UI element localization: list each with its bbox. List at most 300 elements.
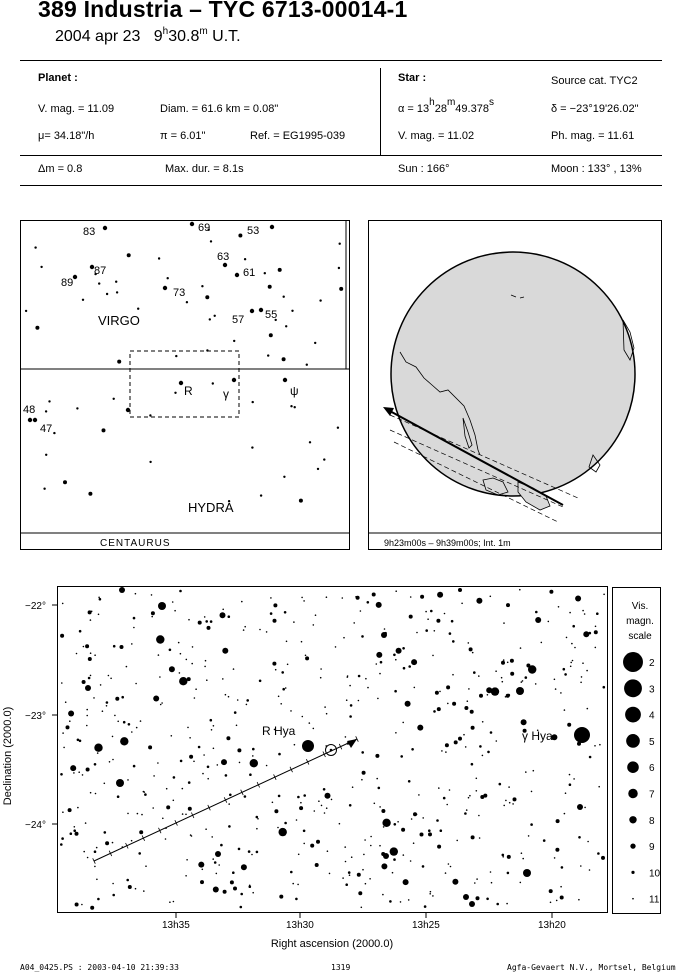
field-star xyxy=(131,840,133,842)
field-star xyxy=(389,900,392,903)
field-star xyxy=(569,774,571,776)
field-star xyxy=(148,745,152,749)
mag-label-8: 8 xyxy=(649,815,655,827)
field-star xyxy=(279,895,283,899)
field-star xyxy=(305,655,307,657)
star-vmag: V. mag. = 11.02 xyxy=(398,130,475,142)
field-star xyxy=(478,815,480,817)
field-star xyxy=(531,791,533,793)
star-label-r: R xyxy=(184,384,193,398)
field-star xyxy=(240,906,243,909)
field-star xyxy=(589,756,592,759)
field-star xyxy=(461,603,463,605)
field-star xyxy=(90,619,92,621)
field-star xyxy=(120,737,128,745)
field-star xyxy=(284,822,287,825)
field-star xyxy=(363,854,365,856)
field-star xyxy=(394,823,397,826)
field-star xyxy=(395,732,397,734)
field-star xyxy=(105,841,109,845)
field-star xyxy=(135,593,137,595)
planet-parallax: π = 6.01" xyxy=(160,130,206,142)
field-star xyxy=(326,713,328,715)
constellation-star xyxy=(106,293,108,295)
field-star xyxy=(232,871,235,874)
field-star xyxy=(207,766,210,769)
field-star xyxy=(487,694,489,696)
field-star xyxy=(222,648,228,654)
field-star xyxy=(270,612,273,615)
field-star xyxy=(200,880,204,884)
field-star xyxy=(471,763,474,766)
constellation-star xyxy=(149,414,151,416)
field-star xyxy=(390,847,398,855)
field-star xyxy=(367,601,370,604)
field-star xyxy=(106,705,108,707)
constellation-star xyxy=(232,378,236,382)
field-star xyxy=(210,719,213,722)
field-star xyxy=(468,688,470,690)
field-star xyxy=(98,597,100,599)
constellation-star xyxy=(268,285,272,289)
constellation-star xyxy=(270,225,274,229)
field-star xyxy=(502,856,504,858)
field-star xyxy=(476,878,478,880)
field-star xyxy=(255,816,258,819)
field-star xyxy=(239,762,241,764)
field-star xyxy=(126,879,129,882)
field-star xyxy=(79,630,82,633)
field-star xyxy=(78,771,80,773)
field-star xyxy=(278,696,280,698)
field-star xyxy=(214,861,217,864)
field-star xyxy=(508,786,510,788)
field-star xyxy=(83,851,85,853)
field-star xyxy=(165,838,167,840)
field-star xyxy=(156,635,164,643)
constellation-star xyxy=(210,240,212,242)
field-star xyxy=(83,646,85,648)
field-star xyxy=(417,725,423,731)
field-star xyxy=(206,679,208,681)
field-star xyxy=(376,602,382,608)
field-star xyxy=(320,677,322,679)
field-star xyxy=(90,906,94,910)
field-star xyxy=(153,696,159,702)
field-star xyxy=(270,597,272,599)
constellation-star xyxy=(285,325,287,327)
constellation-star xyxy=(175,355,177,357)
field-star xyxy=(411,659,417,665)
constellation-star xyxy=(264,272,266,274)
field-star xyxy=(73,772,75,774)
field-star xyxy=(535,611,538,614)
field-star xyxy=(469,795,471,797)
field-star xyxy=(420,833,424,837)
field-star xyxy=(127,779,129,781)
field-star xyxy=(61,837,64,840)
field-star xyxy=(395,590,397,592)
ra-hours: α = 13 xyxy=(398,103,430,115)
field-star xyxy=(120,645,124,649)
field-star xyxy=(445,751,447,753)
field-star xyxy=(381,809,385,813)
constellation-star xyxy=(34,246,36,248)
star-label-87: 87 xyxy=(94,265,107,277)
field-star xyxy=(272,802,274,804)
field-star xyxy=(435,691,439,695)
constellation-star xyxy=(309,441,311,443)
field-star xyxy=(112,842,114,844)
field-star xyxy=(353,622,355,624)
field-star xyxy=(470,710,474,714)
constellation-star xyxy=(63,480,67,484)
field-star xyxy=(86,768,90,772)
field-star xyxy=(445,743,449,747)
star-label-61: 61 xyxy=(243,267,256,279)
field-star xyxy=(432,895,434,897)
field-star xyxy=(397,821,399,823)
mag-dot-10 xyxy=(631,871,634,874)
field-star xyxy=(379,845,381,847)
field-star xyxy=(185,814,187,816)
field-star xyxy=(112,759,114,761)
field-star xyxy=(525,771,527,773)
constellation-star xyxy=(283,296,285,298)
field-star xyxy=(358,675,361,678)
sun-elongation: Sun : 166° xyxy=(398,163,450,175)
field-star xyxy=(321,805,323,807)
star-phmag: Ph. mag. = 11.61 xyxy=(551,130,635,142)
constellation-star xyxy=(278,268,282,272)
constellation-map xyxy=(20,220,350,550)
field-star xyxy=(202,773,204,775)
field-star xyxy=(86,709,88,711)
field-star xyxy=(411,748,414,751)
field-star xyxy=(567,723,571,727)
field-star xyxy=(530,823,533,826)
field-star xyxy=(595,647,597,649)
field-star xyxy=(533,770,535,772)
field-star xyxy=(395,659,397,661)
field-star xyxy=(185,875,187,877)
field-star xyxy=(361,907,363,909)
field-star xyxy=(450,866,452,868)
field-star xyxy=(192,646,194,648)
field-star xyxy=(205,828,207,830)
field-star xyxy=(186,859,188,861)
field-star xyxy=(131,643,133,645)
field-star xyxy=(409,615,413,619)
field-star xyxy=(202,869,204,871)
field-star xyxy=(94,866,96,868)
constellation-star xyxy=(282,357,286,361)
field-star xyxy=(205,620,208,623)
field-star xyxy=(358,891,362,895)
field-star xyxy=(521,681,523,683)
mag-scale-title-1: Vis. xyxy=(631,601,649,612)
field-star xyxy=(491,882,493,884)
mag-dot-5 xyxy=(626,734,640,748)
star-label-55: 55 xyxy=(265,309,278,321)
mag-scale-title-2: magn. xyxy=(626,616,654,627)
field-star xyxy=(236,725,238,727)
field-star xyxy=(136,727,138,729)
mag-dot-3 xyxy=(624,679,642,697)
field-star xyxy=(507,872,510,875)
field-star xyxy=(365,883,367,885)
field-star xyxy=(501,677,503,679)
field-star xyxy=(158,654,160,656)
constellation-star xyxy=(269,333,273,337)
field-star xyxy=(436,819,439,822)
field-star xyxy=(560,692,562,694)
field-star xyxy=(433,710,436,713)
constellation-star xyxy=(179,381,183,385)
constellation-star xyxy=(158,257,160,259)
field-star xyxy=(509,802,511,804)
field-star xyxy=(135,683,137,685)
ra-h-unit: h xyxy=(429,97,435,108)
field-star xyxy=(437,592,443,598)
field-star xyxy=(174,610,176,612)
field-star xyxy=(106,701,109,704)
field-star xyxy=(75,903,79,907)
field-star xyxy=(133,765,136,768)
mag-dot-9 xyxy=(630,843,635,848)
info-top-rule xyxy=(20,60,662,61)
field-star xyxy=(596,612,599,615)
field-star xyxy=(535,683,537,685)
field-star xyxy=(439,691,441,693)
field-star xyxy=(315,614,317,616)
field-star xyxy=(506,694,510,698)
field-star xyxy=(376,663,378,665)
field-star xyxy=(428,832,432,836)
ra-m-unit: m xyxy=(446,97,456,108)
field-star xyxy=(187,677,191,681)
star-declination: δ = −23°19'26.02" xyxy=(551,103,639,115)
field-star xyxy=(396,648,402,654)
field-star xyxy=(233,668,235,670)
field-star xyxy=(161,702,163,704)
field-star xyxy=(259,629,261,631)
field-star xyxy=(550,902,552,904)
star-label-57: 57 xyxy=(232,314,245,326)
field-star xyxy=(128,885,132,889)
constellation-star xyxy=(317,468,319,470)
field-star xyxy=(287,664,289,666)
field-star xyxy=(204,616,206,618)
field-star xyxy=(573,778,575,780)
field-star xyxy=(182,788,184,790)
field-star xyxy=(62,732,64,734)
field-star xyxy=(326,807,328,809)
field-star xyxy=(392,872,394,874)
field-star xyxy=(238,848,241,851)
field-star xyxy=(309,722,311,724)
field-star xyxy=(347,676,349,678)
constellation-star xyxy=(137,308,139,310)
field-star xyxy=(86,725,88,727)
field-star xyxy=(471,835,475,839)
delta-magnitude: Δm = 0.8 xyxy=(38,163,83,175)
field-star xyxy=(506,603,510,607)
field-star xyxy=(137,813,139,815)
field-star xyxy=(96,847,98,849)
field-star xyxy=(123,721,126,724)
field-star xyxy=(464,812,467,815)
constellation-star xyxy=(48,400,50,402)
dec-tick--22: −22° xyxy=(25,601,46,612)
star-label-gamma: γ xyxy=(223,387,229,401)
field-star xyxy=(151,594,153,596)
field-star xyxy=(479,745,482,748)
field-star-bright xyxy=(516,687,524,695)
field-star xyxy=(510,659,514,663)
constellation-virgo: VIRGO xyxy=(98,313,140,328)
field-star xyxy=(582,610,584,612)
star-label-53: 53 xyxy=(247,225,260,237)
constellation-star xyxy=(250,309,254,313)
constellation-star xyxy=(337,427,339,429)
field-star xyxy=(482,721,484,723)
field-star xyxy=(131,731,133,733)
field-star xyxy=(549,889,553,893)
field-star xyxy=(82,774,84,776)
field-star xyxy=(564,673,567,676)
field-star xyxy=(94,744,102,752)
field-star xyxy=(594,630,598,634)
field-star xyxy=(584,807,586,809)
field-star xyxy=(468,797,470,799)
field-star xyxy=(327,850,329,852)
field-star xyxy=(141,814,143,816)
field-star xyxy=(277,827,279,829)
field-star xyxy=(400,901,402,903)
event-minute: 30.8 xyxy=(168,28,200,45)
field-star xyxy=(441,750,443,752)
field-star xyxy=(564,709,566,711)
field-star xyxy=(60,773,63,776)
field-star xyxy=(526,664,530,668)
field-star-bright xyxy=(85,685,91,691)
field-star xyxy=(162,818,164,820)
field-star xyxy=(117,721,119,723)
field-star xyxy=(543,839,546,842)
mag-label-6: 6 xyxy=(649,763,655,775)
y-axis-label: Declination (2000.0) xyxy=(2,706,14,806)
field-star xyxy=(296,819,298,821)
field-star-bright xyxy=(577,804,583,810)
field-star xyxy=(490,596,492,598)
field-star xyxy=(343,637,345,639)
star-label-47: 47 xyxy=(40,423,53,435)
field-star xyxy=(490,731,493,734)
field-star xyxy=(77,807,79,809)
star-label-63: 63 xyxy=(217,251,230,263)
field-star xyxy=(401,828,405,832)
field-star xyxy=(211,836,213,838)
constellation-star xyxy=(126,408,130,412)
field-star xyxy=(182,813,184,815)
constellation-star xyxy=(212,382,214,384)
field-star xyxy=(117,795,120,798)
mag-dot-6 xyxy=(627,761,639,773)
field-star xyxy=(172,601,174,603)
ra-tick-13h25: 13h25 xyxy=(412,920,440,931)
field-star xyxy=(88,657,92,661)
field-star xyxy=(100,684,102,686)
field-star xyxy=(403,879,409,885)
field-star xyxy=(226,736,230,740)
planet-heading: Planet : xyxy=(38,72,78,84)
field-star xyxy=(220,844,223,847)
constellation-star xyxy=(115,281,117,283)
field-star xyxy=(225,774,228,777)
field-star xyxy=(575,596,581,602)
field-star xyxy=(472,727,474,729)
constellation-star xyxy=(290,405,292,407)
mag-dot-8 xyxy=(629,816,636,823)
field-star xyxy=(189,737,191,739)
mag-label-10: 10 xyxy=(649,868,661,880)
field-star xyxy=(94,654,96,656)
field-star xyxy=(212,858,214,860)
constellation-star xyxy=(314,342,316,344)
field-star-bright xyxy=(119,587,125,593)
field-star xyxy=(408,780,411,783)
field-star xyxy=(420,595,424,599)
field-star xyxy=(98,614,100,616)
field-star xyxy=(458,737,462,741)
mag-dot-4 xyxy=(625,707,641,723)
field-star xyxy=(445,872,447,874)
field-star xyxy=(144,793,147,796)
field-star xyxy=(465,746,467,748)
field-star xyxy=(229,794,232,797)
field-star xyxy=(128,723,131,726)
time-system: U.T. xyxy=(207,28,241,45)
field-star xyxy=(108,675,110,677)
field-star xyxy=(207,778,209,780)
field-star xyxy=(195,688,197,690)
field-star xyxy=(299,806,303,810)
page-title: 389 Industria – TYC 6713-00014-1 xyxy=(38,0,408,22)
field-star xyxy=(512,803,514,805)
field-star xyxy=(323,788,326,791)
field-star xyxy=(305,656,309,660)
field-star xyxy=(571,643,573,645)
field-star xyxy=(153,775,155,777)
field-star xyxy=(351,856,353,858)
field-star xyxy=(85,644,89,648)
field-star xyxy=(555,848,559,852)
field-star xyxy=(342,877,344,879)
field-star xyxy=(252,748,255,751)
field-star xyxy=(61,682,63,684)
field-star xyxy=(143,791,145,793)
field-star xyxy=(193,761,195,763)
field-star xyxy=(430,610,433,613)
field-star xyxy=(476,598,482,604)
field-star xyxy=(496,740,498,742)
field-star xyxy=(360,610,362,612)
field-star xyxy=(230,880,234,884)
field-star xyxy=(210,620,213,623)
constellation-star xyxy=(209,318,211,320)
field-star xyxy=(496,903,499,906)
